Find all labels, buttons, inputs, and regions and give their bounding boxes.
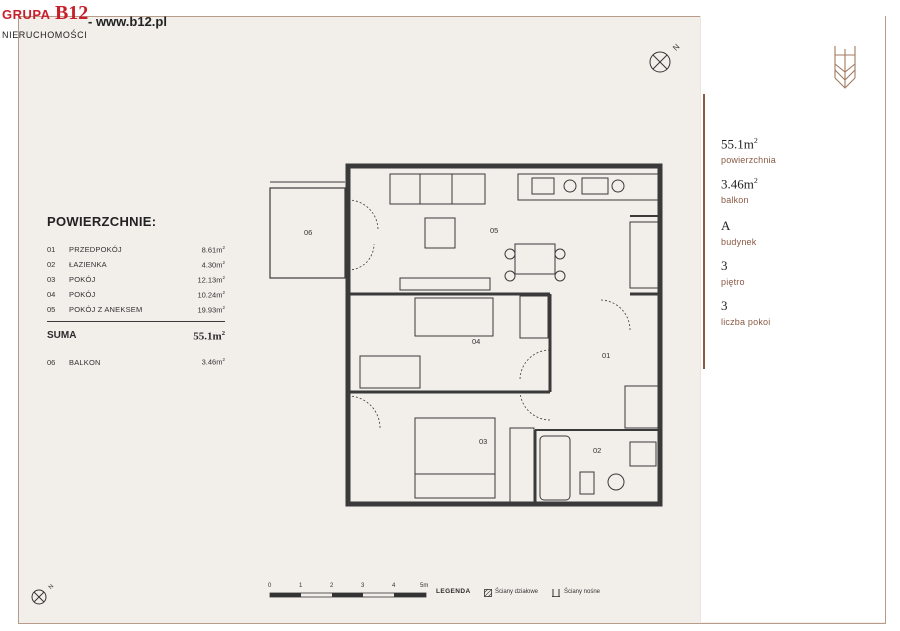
stat-balcony: $3.46m^2$ balkon <box>721 176 758 206</box>
balcony-row: 06 BALKON $3.46m^2$ <box>47 357 225 367</box>
stat-floor: 3 piętro <box>721 258 745 287</box>
bathtub <box>540 436 570 500</box>
table-row: 04 POKÓJ $10.24m^2$ <box>47 289 225 300</box>
partition-wall-icon <box>484 589 492 597</box>
sum-value: 55.1m <box>193 330 222 343</box>
room-label-02: 02 <box>593 446 602 455</box>
coffee-table <box>425 218 455 248</box>
developer-emblem-icon <box>830 44 860 92</box>
scale-bar <box>268 588 433 600</box>
legend-title: LEGENDA <box>436 588 471 595</box>
stat-area: $55.1m^2$ powierzchnia <box>721 136 776 166</box>
sum-label: SUMA <box>47 330 77 341</box>
website-link[interactable]: - www.b12.pl <box>88 14 167 29</box>
scale-tick: 1 <box>299 583 303 589</box>
brand-grupa: GRUPA <box>2 7 51 22</box>
room-label-04: 04 <box>472 337 481 346</box>
brand-b12: B12 <box>54 2 89 24</box>
sofa <box>390 174 485 204</box>
areas-title: POWIERZCHNIE: <box>47 214 157 229</box>
scale-tick: 3 <box>361 583 365 589</box>
scale-tick: 4 <box>392 583 396 589</box>
table-row: 01 PRZEDPOKÓJ $8.61m^2$ <box>47 244 225 255</box>
bed-03 <box>415 418 495 498</box>
load-bearing-wall-icon <box>552 589 560 597</box>
scale-tick: 2 <box>330 583 334 589</box>
bed-04 <box>415 298 493 336</box>
compass-icon <box>646 40 686 80</box>
brand-subtitle: NIERUCHOMOŚCI <box>2 30 88 40</box>
compass-north-label: N <box>671 42 682 53</box>
outer-walls <box>348 166 660 504</box>
divider <box>47 321 225 322</box>
floor-plan <box>260 160 670 510</box>
room-label-03: 03 <box>479 437 488 446</box>
scale-tick: 0 <box>268 583 272 589</box>
room-label-05: 05 <box>490 226 499 235</box>
areas-table <box>47 214 225 370</box>
dining-table <box>515 244 555 274</box>
compass-small-icon <box>28 580 58 610</box>
stat-building: A budynek <box>721 218 757 247</box>
brand-logo[interactable] <box>2 2 89 40</box>
table-row: 03 POKÓJ $12.13m^2$ <box>47 274 225 285</box>
table-row: 05 POKÓJ Z ANEKSEM $19.93m^2$ <box>47 304 225 315</box>
room-label-06: 06 <box>304 228 313 237</box>
legend-item-load-bearing: Ściany nośne <box>564 589 601 595</box>
sum-row: SUMA $55.1m^2$ <box>47 330 225 343</box>
room-label-01: 01 <box>602 351 611 360</box>
scale-tick: 5m <box>420 583 429 589</box>
apartment-stats <box>703 94 875 369</box>
legend-item-partition: Ściany działowe <box>495 589 539 595</box>
compass-small-north-label: N <box>47 583 56 591</box>
table-row: 02 ŁAZIENKA $4.30m^2$ <box>47 259 225 270</box>
stat-rooms: 3 liczba pokoi <box>721 298 771 327</box>
